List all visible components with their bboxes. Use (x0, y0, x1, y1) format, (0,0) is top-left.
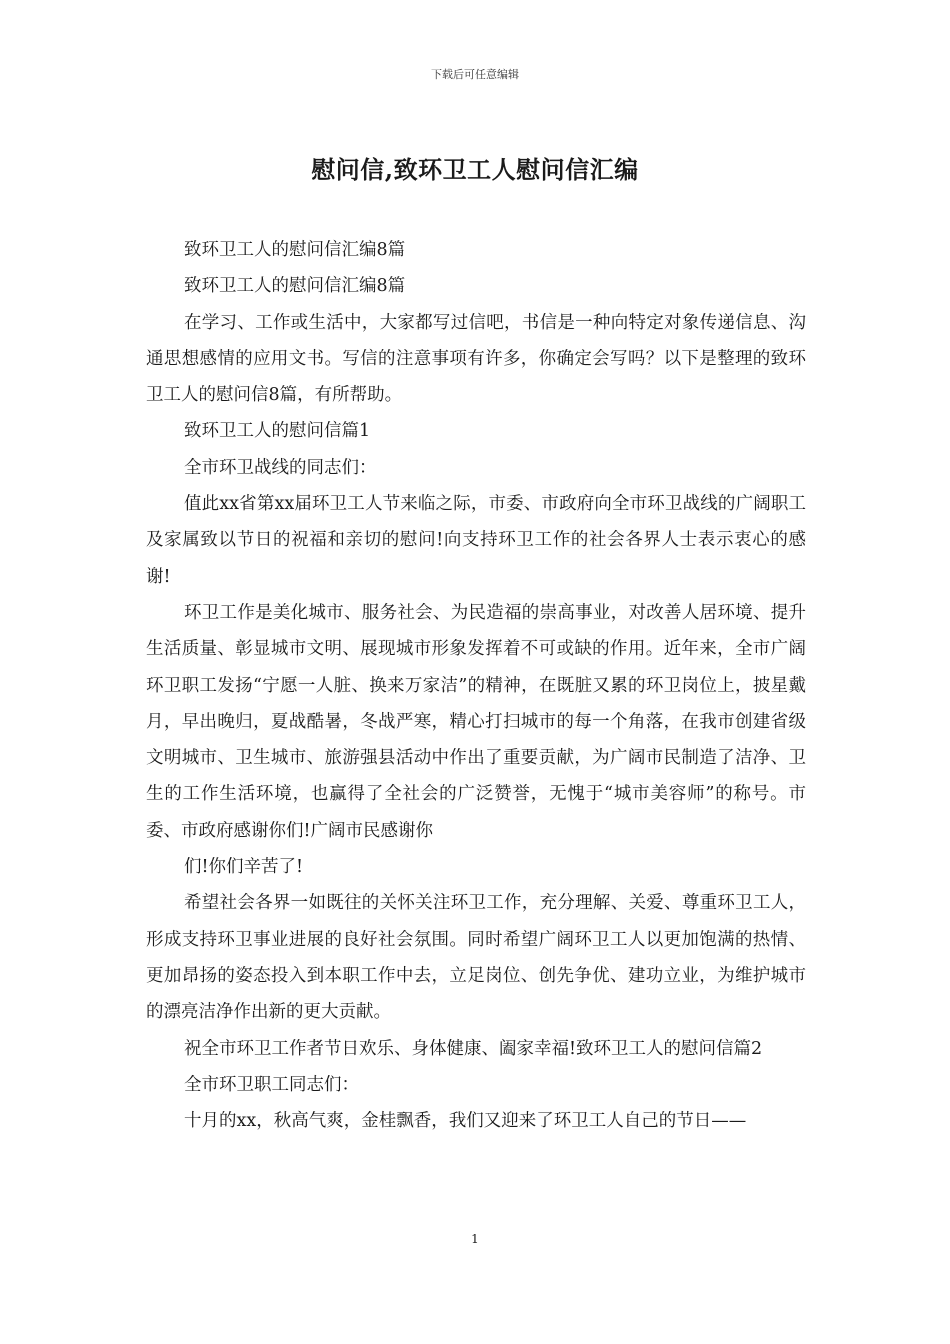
paragraph: 在学习、工作或生活中，大家都写过信吧，书信是一种向特定对象传递信息、沟通思想感情的应用文书。写信的注意事项有许多，你确定会写吗？以下是整理的致环卫工人的慰问信8篇，有所帮助。 (146, 312, 806, 406)
paragraph: 希望社会各界一如既往的关怀关注环卫工作，充分理解、关爱、尊重环卫工人，形成支持环卫事业进展的良好社会氛围。同时希望广阔环卫工人以更加饱满的热情、更加昂扬的姿态投入到本职工作中去，立足岗位、创先争优、建功立业，为维护城市的漂亮洁净作出新的更大贡献。 (146, 893, 806, 1023)
paragraph: 致环卫工人的慰问信篇1 (184, 421, 371, 442)
document-body (146, 232, 806, 1139)
header-note: 下载后可任意编辑 (431, 68, 519, 81)
paragraph: 十月的xx，秋高气爽，金桂飘香，我们又迎来了环卫工人自己的节日—— (184, 1111, 747, 1132)
paragraph: 全市环卫战线的同志们： (184, 457, 377, 478)
paragraph: 致环卫工人的慰问信汇编8篇 (184, 240, 406, 260)
paragraph: 全市环卫职工同志们： (184, 1074, 359, 1095)
paragraph: 祝全市环卫工作者节日欢乐、身体健康、阖家幸福!致环卫工人的慰问信篇2 (184, 1038, 763, 1059)
document-title: 慰问信,致环卫工人慰问信汇编 (311, 155, 639, 184)
paragraph: 们!你们辛苦了! (184, 857, 304, 878)
paragraph: 值此xx省第xx届环卫工人节来临之际，市委、市政府向全市环卫战线的广阔职工及家属致以节日的祝福和亲切的慰问!向支持环卫工作的社会各界人士表示衷心的感谢! (146, 494, 806, 587)
paragraph: 致环卫工人的慰问信汇编8篇 (184, 276, 406, 297)
page-number: 1 (471, 1232, 479, 1246)
paragraph: 环卫工作是美化城市、服务社会、为民造福的崇高事业，对改善人居环境、提升生活质量、彰显城市文明、展现城市形象发挥着不可或缺的作用。近年来，全市广阔环卫职工发扬“宁愿一人脏、换来万家洁”的精神，在既脏又累的环卫岗位上，披星戴月，早出晚归，夏战酷暑，冬战严寒，精心打扫城市的每一个角落，在我市创建省级文明城市、卫生城市、旅游强县活动中作出了重要贡献，为广阔市民制造了洁净、卫生的工作生活环境，也赢得了全社会的广泛赞誉，无愧于“城市美容师”的称号。市委、市政府感谢你们!广阔市民感谢你 (146, 602, 806, 841)
